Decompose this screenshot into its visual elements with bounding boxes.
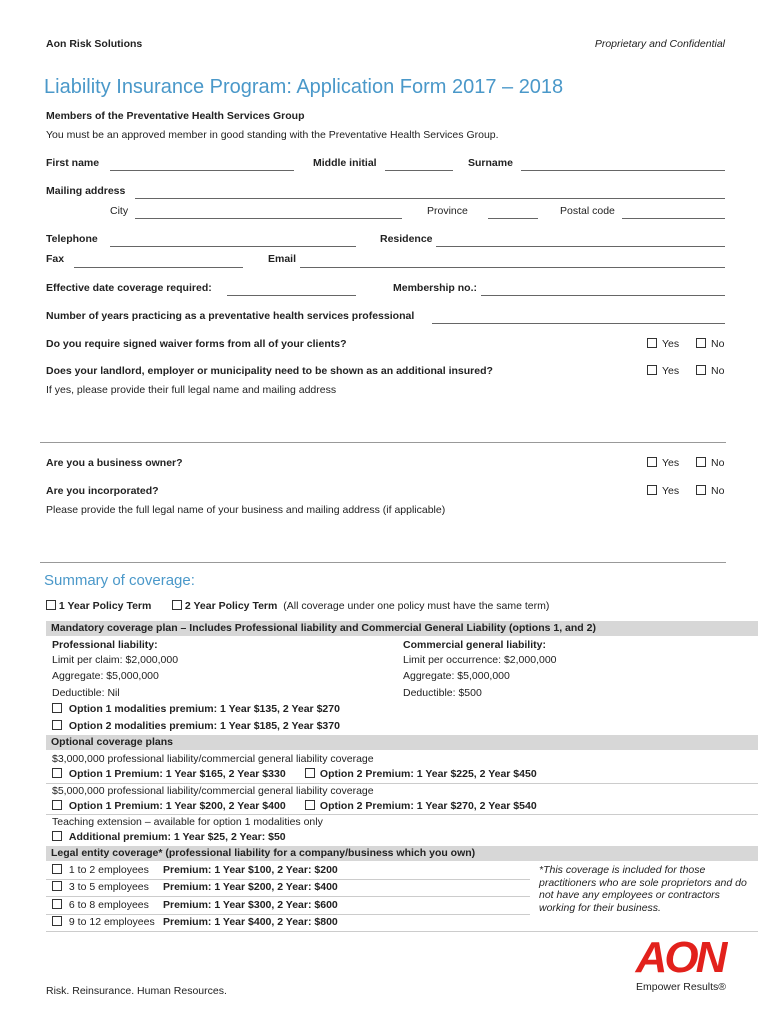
professional-liability-title: Professional liability: (52, 639, 158, 651)
mandatory-option-1[interactable]: Option 1 modalities premium: 1 Year $135, 2 Year $270 (52, 703, 340, 715)
checkbox-icon[interactable] (46, 600, 56, 610)
residence-label: Residence (380, 233, 433, 245)
business-address-line[interactable] (40, 562, 726, 563)
checkbox-icon[interactable] (647, 365, 657, 375)
province-label: Province (427, 205, 468, 217)
checkbox-icon[interactable] (647, 485, 657, 495)
cgl-deductible: Deductible: $500 (403, 687, 482, 699)
city-field[interactable] (135, 218, 402, 219)
business-owner-no[interactable]: No (696, 457, 724, 469)
legal-row-premium: Premium: 1 Year $200, 2 Year: $400 (163, 881, 338, 893)
checkbox-icon[interactable] (696, 338, 706, 348)
checkbox-icon[interactable] (52, 831, 62, 841)
aon-logo (632, 930, 728, 978)
mandatory-option-2[interactable]: Option 2 modalities premium: 1 Year $185, 2 Year $370 (52, 720, 340, 732)
divider (46, 814, 758, 815)
checkbox-icon[interactable] (52, 800, 62, 810)
confidential-label: Proprietary and Confidential (594, 38, 725, 50)
waiver-question: Do you require signed waiver forms from all of your clients? (46, 338, 347, 350)
waiver-no[interactable]: No (696, 338, 724, 350)
teaching-premium[interactable]: Additional premium: 1 Year $25, 2 Year: $50 (52, 831, 286, 843)
checkbox-icon[interactable] (305, 800, 315, 810)
subtitle: Members of the Preventative Health Services Group (46, 110, 305, 122)
middle-initial-label: Middle initial (313, 157, 377, 169)
divider (46, 879, 530, 880)
legal-row-premium: Premium: 1 Year $300, 2 Year: $600 (163, 899, 338, 911)
effective-date-label: Effective date coverage required: (46, 282, 212, 294)
incorporated-no[interactable]: No (696, 485, 724, 497)
professional-aggregate: Aggregate: $5,000,000 (52, 670, 159, 682)
term-2-year[interactable]: 2 Year Policy Term (All coverage under one policy must have the same term) (172, 600, 549, 612)
legal-row-premium: Premium: 1 Year $400, 2 Year: $800 (163, 916, 338, 928)
landlord-question: Does your landlord, employer or municipality need to be shown as an additional insured? (46, 365, 493, 377)
legal-row-premium: Premium: 1 Year $100, 2 Year: $200 (163, 864, 338, 876)
business-owner-question: Are you a business owner? (46, 457, 183, 469)
mandatory-coverage-header: Mandatory coverage plan – Includes Professional liability and Commercial General Liability (options 1, and 2) (46, 621, 758, 636)
mailing-address-label: Mailing address (46, 185, 126, 197)
five-million-option-1[interactable]: Option 1 Premium: 1 Year $200, 2 Year $400 (52, 800, 286, 812)
cgl-aggregate: Aggregate: $5,000,000 (403, 670, 510, 682)
mailing-address-field[interactable] (135, 198, 725, 199)
landlord-yes[interactable]: Yes (647, 365, 679, 377)
membership-no-field[interactable] (481, 295, 725, 296)
checkbox-icon[interactable] (52, 899, 62, 909)
telephone-field[interactable] (110, 246, 356, 247)
years-practicing-label: Number of years practicing as a preventative health services professional (46, 310, 415, 322)
landlord-address-line[interactable] (40, 442, 726, 443)
summary-title: Summary of coverage: (44, 572, 195, 589)
city-label: City (110, 205, 129, 217)
checkbox-icon[interactable] (52, 881, 62, 891)
checkbox-icon[interactable] (305, 768, 315, 778)
checkbox-icon[interactable] (172, 600, 182, 610)
first-name-field[interactable] (110, 170, 294, 171)
checkbox-icon[interactable] (52, 916, 62, 926)
waiver-yes[interactable]: Yes (647, 338, 679, 350)
fax-label: Fax (46, 253, 65, 265)
company-name: Aon Risk Solutions (46, 38, 143, 50)
checkbox-icon[interactable] (52, 703, 62, 713)
years-practicing-field[interactable] (432, 323, 725, 324)
legal-row[interactable]: 9 to 12 employees (52, 916, 155, 928)
checkbox-icon[interactable] (52, 864, 62, 874)
postal-code-field[interactable] (622, 218, 725, 219)
province-field[interactable] (488, 218, 538, 219)
business-note: Please provide the full legal name of your business and mailing address (if applicable) (46, 504, 446, 516)
postal-code-label: Postal code (560, 205, 615, 217)
cgl-limit: Limit per occurrence: $2,000,000 (403, 654, 557, 666)
page-title: Liability Insurance Program: Application Form 2017 – 2018 (44, 76, 564, 98)
legal-entity-note: *This coverage is included for those practitioners who are sole proprietors and do not have any employees or contractors working for their business. (539, 864, 747, 914)
landlord-note: If yes, please provide their full legal name and mailing address (46, 384, 337, 396)
intro-text: You must be an approved member in good standing with the Preventative Health Services Group. (46, 129, 499, 141)
three-million-option-1[interactable]: Option 1 Premium: 1 Year $165, 2 Year $330 (52, 768, 286, 780)
five-million-coverage: $5,000,000 professional liability/commercial general liability coverage (52, 785, 374, 797)
legal-row[interactable]: 3 to 5 employees (52, 881, 149, 893)
email-field[interactable] (300, 267, 725, 268)
checkbox-icon[interactable] (52, 768, 62, 778)
legal-row[interactable]: 6 to 8 employees (52, 899, 149, 911)
legal-entity-header: Legal entity coverage* (professional liability for a company/business which you own) (46, 846, 758, 861)
optional-coverage-header: Optional coverage plans (46, 735, 758, 750)
first-name-label: First name (46, 157, 100, 169)
membership-no-label: Membership no.: (393, 282, 478, 294)
professional-limit: Limit per claim: $2,000,000 (52, 654, 179, 666)
business-owner-yes[interactable]: Yes (647, 457, 679, 469)
effective-date-field[interactable] (227, 295, 356, 296)
landlord-no[interactable]: No (696, 365, 724, 377)
divider (46, 914, 530, 915)
incorporated-yes[interactable]: Yes (647, 485, 679, 497)
footer-tagline: Risk. Reinsurance. Human Resources. (46, 985, 227, 997)
checkbox-icon[interactable] (647, 457, 657, 467)
five-million-option-2[interactable]: Option 2 Premium: 1 Year $270, 2 Year $540 (305, 800, 537, 812)
divider (46, 896, 530, 897)
middle-initial-field[interactable] (385, 170, 453, 171)
email-label: Email (268, 253, 297, 265)
teaching-extension: Teaching extension – available for option 1 modalities only (52, 816, 323, 828)
divider (46, 783, 758, 784)
cgl-title: Commercial general liability: (403, 639, 546, 651)
checkbox-icon[interactable] (696, 365, 706, 375)
professional-deductible: Deductible: Nil (52, 687, 120, 699)
incorporated-question: Are you incorporated? (46, 485, 159, 497)
term-1-year[interactable]: 1 Year Policy Term (46, 600, 151, 612)
empower-results: Empower Results® (636, 981, 727, 993)
surname-field[interactable] (521, 170, 725, 171)
checkbox-icon[interactable] (696, 485, 706, 495)
three-million-coverage: $3,000,000 professional liability/commercial general liability coverage (52, 753, 374, 765)
surname-label: Surname (468, 157, 513, 169)
checkbox-icon[interactable] (647, 338, 657, 348)
residence-field[interactable] (436, 246, 725, 247)
fax-field[interactable] (74, 267, 243, 268)
checkbox-icon[interactable] (52, 720, 62, 730)
legal-row[interactable]: 1 to 2 employees (52, 864, 149, 876)
checkbox-icon[interactable] (696, 457, 706, 467)
telephone-label: Telephone (46, 233, 98, 245)
aon-logo-icon (632, 930, 728, 978)
aon-logo-text: AON (635, 933, 725, 978)
three-million-option-2[interactable]: Option 2 Premium: 1 Year $225, 2 Year $450 (305, 768, 537, 780)
